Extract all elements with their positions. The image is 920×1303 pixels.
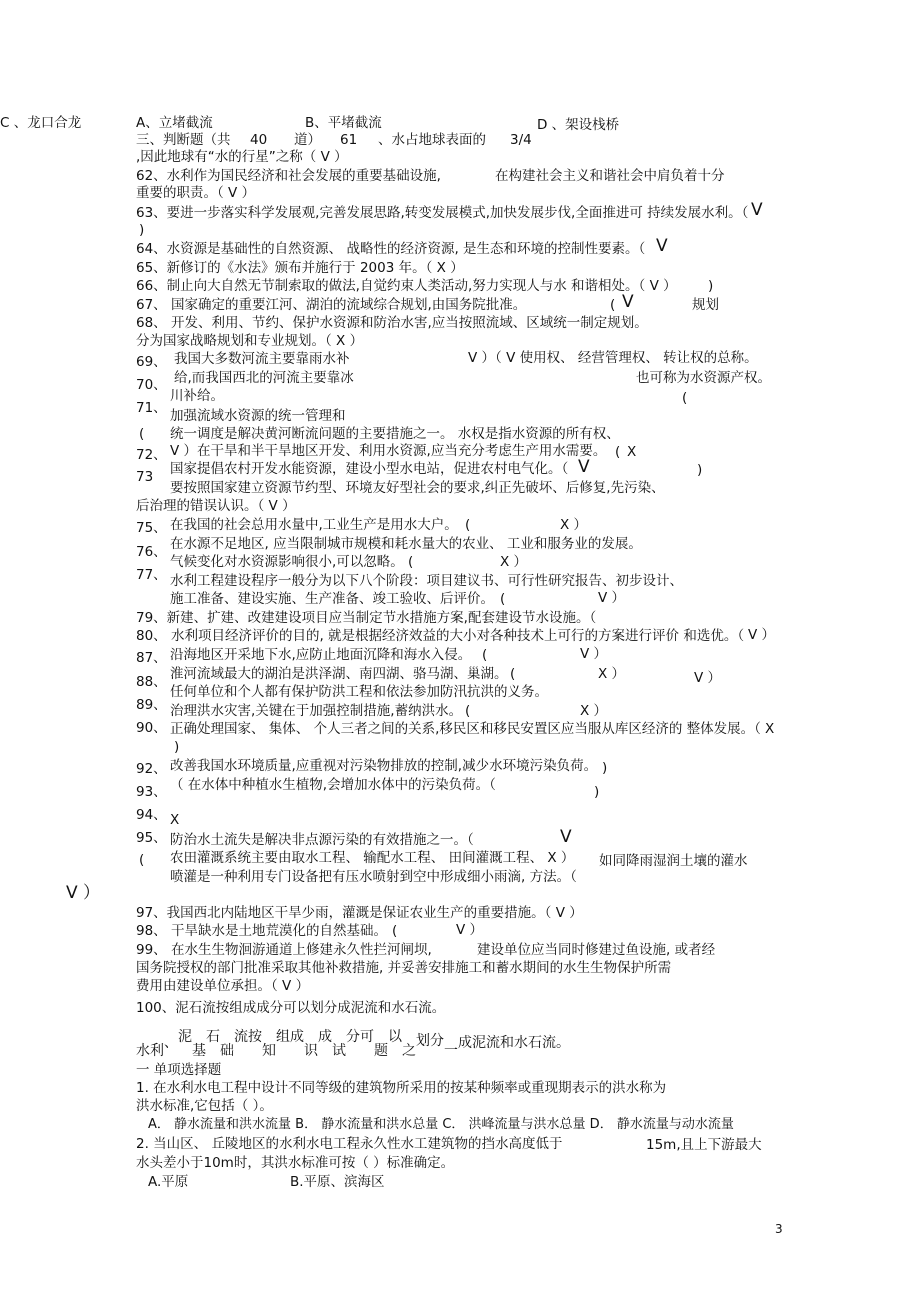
question-97-text: 97、我国西北内陆地区干旱少雨，灌溉是保证农业生产的重要措施。（ V ） bbox=[136, 905, 583, 921]
jumbled-segment: 分可 bbox=[346, 1029, 374, 1045]
jumbled-segment: 流按 bbox=[234, 1029, 262, 1045]
question-98-paren: ( bbox=[392, 923, 398, 939]
question-70-continuation: 川补给。 bbox=[170, 388, 224, 404]
question-67-trailing: 规划 bbox=[692, 297, 719, 313]
jumbled-segment: 之 bbox=[402, 1043, 416, 1059]
question-77-paren: ( bbox=[500, 591, 506, 607]
question-66-closing: ) bbox=[708, 278, 714, 294]
choice-2-option-b: B.平原、滨海区 bbox=[290, 1174, 385, 1190]
question-93-closing: ) bbox=[594, 784, 600, 800]
question-77-answer: V ） bbox=[598, 590, 626, 606]
option-d-text: D 、架设栈桥 bbox=[537, 117, 620, 133]
question-88-answer: X ） bbox=[598, 666, 626, 682]
question-96-continuation: 喷灌是一种利用专门设备把有压水喷射到空中形成细小雨滴, 方法。（ bbox=[170, 869, 577, 885]
question-96-paren: ( bbox=[139, 852, 145, 868]
question-98-text: 98、 干旱缺水是土地荒漠化的自然基础。 bbox=[136, 923, 387, 939]
question-95-number: 95、 bbox=[136, 830, 167, 846]
question-72-text: V ）在干旱和半干旱地区开发、利用水资源,应当充分考虑生产用水需要。 bbox=[170, 443, 607, 459]
jumbled-segment: 以 bbox=[388, 1029, 402, 1045]
choice-1-continuation: 洪水标准,它包括（ ）。 bbox=[136, 1098, 273, 1114]
choice-2-text: 2. 当山区、 丘陵地区的水利水电工程永久性水工建筑物的挡水高度低于 bbox=[136, 1136, 563, 1152]
question-67-answer: V bbox=[622, 292, 634, 312]
question-89-answer: X ） bbox=[580, 703, 608, 719]
choice-2-text-right: 15m,且上下游最大 bbox=[646, 1137, 762, 1153]
question-69-text: 我国大多数河流主要靠雨水补 bbox=[174, 351, 350, 367]
question-77-continuation: 施工准备、建设实施、生产准备、竣工验收、后评价。 bbox=[170, 591, 494, 607]
question-79-text: 79、新建、扩建、改建建设项目应当制定节水措施方案,配套建设节水设施。（ bbox=[136, 610, 597, 626]
question-76-number: 76、 bbox=[136, 544, 167, 560]
question-80-text: 80、 水利项目经济评价的目的, 就是根据经济效益的大小对各种技术上可行的方案进行评价 和选优。（ bbox=[136, 628, 745, 644]
question-93-number: 93、 bbox=[136, 784, 167, 800]
question-72-number: 72、 bbox=[136, 447, 167, 463]
jumbled-segment: 组成 bbox=[276, 1029, 304, 1045]
question-64-answer: V bbox=[656, 236, 668, 256]
choice-2-option-a: A.平原 bbox=[148, 1174, 189, 1190]
jumbled-segment: 成泥流和水石流。 bbox=[458, 1035, 570, 1051]
jumbled-segment: 划分 bbox=[416, 1033, 444, 1049]
question-70-paren: ( bbox=[682, 390, 688, 406]
question-70-number: 70、 bbox=[136, 377, 167, 393]
question-62-text-right: 在构建社会主义和谐社会中肩负着十分 bbox=[495, 168, 725, 184]
question-61-text: 、水占地球表面的 bbox=[378, 132, 486, 148]
section-heading-count: 40 bbox=[250, 132, 268, 148]
question-88b-text: 任何单位和个人都有保护防洪工程和依法参加防汛抗洪的义务。 bbox=[170, 684, 548, 700]
jumbled-segment: 、 bbox=[164, 1035, 178, 1051]
question-73-closing: ) bbox=[697, 462, 703, 478]
question-70-text: 给,而我国西北的河流主要靠冰 bbox=[174, 370, 354, 386]
question-69-number: 69、 bbox=[136, 354, 167, 370]
question-72-paren: ( bbox=[615, 444, 621, 460]
jumbled-segment: 题 bbox=[374, 1043, 388, 1059]
jumbled-segment: 知 bbox=[262, 1043, 276, 1059]
question-98-answer: V ） bbox=[456, 922, 484, 938]
question-71-number: 71、 bbox=[136, 400, 167, 416]
question-80-answer: V ） bbox=[748, 627, 776, 643]
question-92-text: 改善我国水环境质量,应重视对污染物排放的控制,减少水环境污染负荷。 bbox=[170, 758, 598, 774]
question-88-paren: ( bbox=[510, 666, 516, 682]
option-a-text: A、立堵截流 bbox=[136, 115, 213, 131]
question-77-text: 水利工程建设程序一般分为以下八个阶段：项目建议书、可行性研究报告、初步设计、 bbox=[170, 573, 683, 589]
question-76b-answer: X ） bbox=[500, 554, 528, 570]
question-95-answer: V bbox=[560, 827, 572, 847]
choice-1-text: 1. 在水利水电工程中设计不同等级的建筑物所采用的按某种频率或重现期表示的洪水称为 bbox=[136, 1080, 667, 1096]
jumbled-segment: 成 bbox=[318, 1029, 332, 1045]
question-88-text: 淮河流域最大的湖泊是洪泽湖、南四湖、骆马湖、巢湖。 bbox=[170, 666, 508, 682]
question-62-text: 62、水利作为国民经济和社会发展的重要基础设施, bbox=[136, 168, 441, 184]
question-67-paren: ( bbox=[610, 297, 616, 313]
question-87-paren: ( bbox=[482, 647, 488, 663]
section-heading-part2: 道） bbox=[294, 132, 321, 148]
question-63-closing: ) bbox=[139, 222, 145, 238]
question-94-answer: X bbox=[170, 812, 180, 828]
question-90-closing: ) bbox=[174, 739, 180, 755]
question-100-text: 100、泥石流按组成成分可以划分成泥流和水石流。 bbox=[136, 1000, 446, 1016]
choice-1-options: A． 静水流量和洪水流量 B． 静水流量和洪水总量 C． 洪峰流量与洪水总量 D． 静水流量与动水流量 bbox=[148, 1117, 734, 1132]
question-75-number: 75、 bbox=[136, 520, 167, 536]
question-94-number: 94、 bbox=[136, 807, 167, 823]
question-90-answer: X bbox=[765, 721, 775, 737]
question-67-text: 67、 国家确定的重要江河、湖泊的流域综合规划,由国务院批准。 bbox=[136, 297, 527, 313]
question-99-continuation-2: 费用由建设单位承担。（ V ） bbox=[136, 978, 310, 994]
question-74-text: 要按照国家建立资源节约型、环境友好型社会的要求,纠正先破坏、后修复,先污染、 bbox=[170, 480, 665, 496]
question-71-continuation: 统一调度是解决黄河断流问题的主要措施之一。 水权是指水资源的所有权、 bbox=[170, 426, 620, 442]
question-76-text: 在水源不足地区, 应当限制城市规模和耗水量大的农业、 工业和服务业的发展。 bbox=[170, 536, 642, 552]
question-70-text-right: 也可称为水资源产权。 bbox=[636, 370, 771, 386]
question-92-number: 92、 bbox=[136, 761, 167, 777]
page-number: 3 bbox=[775, 1222, 783, 1236]
section-heading-part1: 三、判断题（共 bbox=[136, 132, 231, 148]
question-99-continuation-1: 国务院授权的部门批准采取其他补救措施, 并妥善安排施工和蓄水期间的水生生物保护所需 bbox=[136, 960, 672, 976]
question-63-text: 63、要进一步落实科学发展观,完善发展思路,转变发展模式,加快发展步伐,全面推进可 持续发展水利。（ bbox=[136, 205, 749, 221]
question-92-closing: ) bbox=[602, 760, 608, 776]
question-71-text: 加强流域水资源的统一管理和 bbox=[170, 408, 346, 424]
question-75-text: 在我国的社会总用水量中,工业生产是用水大户。 bbox=[170, 517, 458, 533]
question-77-number: 77、 bbox=[136, 567, 167, 583]
question-89-text: 治理洪水灾害,关键在于加强控制措施,蓄纳洪水。 bbox=[170, 703, 463, 719]
choice-2-continuation: 水头差小于10m时，其洪水标准可按（ ）标准确定。 bbox=[136, 1155, 455, 1171]
question-66-text: 66、制止向大自然无节制索取的做法,自觉约束人类活动,努力实现人与水 和谐相处。（ V ） bbox=[136, 278, 677, 294]
question-68-text: 68、 开发、利用、节约、保护水资源和防治水害,应当按照流域、区域统一制定规划。 bbox=[136, 315, 648, 331]
question-96-answer: V ） bbox=[66, 883, 101, 903]
question-87-text: 沿海地区开采地下水,应防止地面沉降和海水入侵。 bbox=[170, 647, 472, 663]
question-71-paren: ( bbox=[139, 426, 145, 442]
jumbled-segment: 石 bbox=[206, 1029, 220, 1045]
jumbled-segment: 泥 bbox=[178, 1029, 192, 1045]
question-96-text: 农田灌溉系统主要由取水工程、 输配水工程、 田间灌溉工程、 X ） bbox=[170, 850, 575, 866]
question-73-text: 国家提倡农村开发水能资源，建设小型水电站，促进农村电气化。（ bbox=[170, 461, 569, 477]
jumbled-segment: 水利 bbox=[136, 1043, 164, 1059]
jumbled-text-line bbox=[136, 1029, 570, 1064]
question-75-paren: ( bbox=[465, 517, 471, 533]
question-73-number: 73 bbox=[136, 469, 154, 485]
jumbled-segment: 基 bbox=[192, 1043, 206, 1059]
question-99-text-right: 建设单位应当同时修建过鱼设施, 或者经 bbox=[477, 942, 716, 958]
question-87-number: 87、 bbox=[136, 650, 167, 666]
question-99-text: 99、 在水生生物洄游通道上修建永久性拦河闸坝, bbox=[136, 942, 432, 958]
question-88b-answer: V ） bbox=[694, 670, 722, 686]
question-95-text: 防治水土流失是解决非点源污染的有效措施之一。（ bbox=[170, 832, 474, 848]
question-75-answer: X ） bbox=[560, 517, 588, 533]
question-64-text: 64、水资源是基础性的自然资源、 战略性的经济资源, 是生态和环境的控制性要素。（ bbox=[136, 241, 646, 257]
question-65-text: 65、新修订的《水法》颁布并施行于 2003 年。（ X ） bbox=[136, 260, 464, 276]
jumbled-segment: 础 bbox=[220, 1043, 234, 1059]
question-69-70-answers: V ）（ V 使用权、 经营管理权、 转让权的总称。 bbox=[468, 350, 758, 366]
question-63-answer: V bbox=[751, 200, 763, 220]
question-93-text: （ 在水体中种植水生植物,会增加水体中的污染负荷。（ bbox=[170, 777, 496, 793]
question-89-paren: ( bbox=[465, 703, 471, 719]
question-62-continuation: 重要的职责。（ V ） bbox=[136, 185, 256, 201]
question-96-text-right: 如同降雨湿润土壤的灌水 bbox=[599, 853, 748, 869]
jumbled-segment: 识 bbox=[304, 1043, 318, 1059]
question-88-number: 88、 bbox=[136, 674, 167, 690]
question-61-continuation: ,因此地球有“水的行星”之称（ V ） bbox=[136, 149, 348, 165]
option-b-text: B、平堵截流 bbox=[305, 115, 382, 131]
jumbled-segment: 试 bbox=[332, 1043, 346, 1059]
question-73-answer: V bbox=[578, 457, 590, 477]
question-76b-paren: ( bbox=[408, 554, 414, 570]
question-87-answer: V ） bbox=[580, 646, 608, 662]
question-90-text: 正确处理国家、 集体、 个人三者之间的关系,移民区和移民安置区应当服从库区经济的 整体发展。（ bbox=[170, 721, 761, 737]
question-74-continuation: 后治理的错误认识。（ V ） bbox=[136, 498, 296, 514]
question-90-number: 90、 bbox=[136, 720, 167, 736]
question-72-answer: X bbox=[627, 444, 637, 460]
single-choice-heading: 一 单项选择题 bbox=[136, 1062, 222, 1078]
question-61-fraction: 3/4 bbox=[510, 132, 532, 148]
option-c-text: C 、龙口合龙 bbox=[0, 115, 82, 131]
question-61-number: 61 bbox=[340, 132, 358, 148]
question-76b-text: 气候变化对水资源影响很小,可以忽略。 bbox=[170, 554, 404, 570]
question-68-continuation: 分为国家战略规划和专业规划。（ X ） bbox=[136, 333, 364, 349]
question-89-number: 89、 bbox=[136, 697, 167, 713]
jumbled-segment: 一 bbox=[444, 1043, 458, 1059]
